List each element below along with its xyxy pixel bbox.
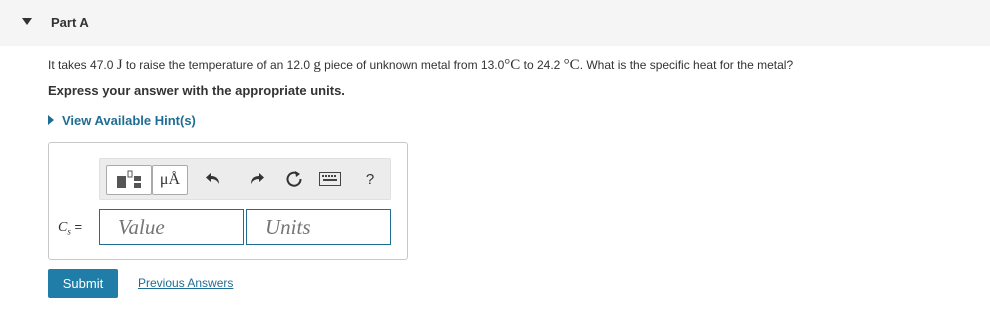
submit-button[interactable]: Submit: [48, 269, 118, 298]
question-text: It takes 47.0 J to raise the temperature of an 12.0 g piece of unknown metal from 13.0°C to 24.2 °C. What is the specific heat for the metal?: [48, 57, 794, 73]
view-hints-link[interactable]: [48, 113, 196, 128]
collapse-caret-icon[interactable]: [22, 18, 32, 25]
answer-box: [48, 142, 408, 260]
math-toolbar: [99, 158, 391, 200]
help-icon: ?: [365, 170, 375, 188]
answer-instruction: Express your answer with the appropriate units.: [48, 83, 345, 98]
redo-button[interactable]: [242, 165, 270, 193]
answer-label: $C_s$ =: [58, 219, 83, 237]
part-title: Part A: [51, 15, 89, 30]
units-input[interactable]: [246, 209, 391, 245]
previous-answers-link[interactable]: Previous Answers: [138, 276, 234, 290]
redo-icon: [247, 170, 265, 188]
templates-icon: [114, 169, 144, 191]
units-button[interactable]: [152, 165, 188, 195]
expand-triangle-icon: [48, 115, 54, 125]
keyboard-icon: [319, 172, 341, 186]
view-hints-label: View Available Hint(s): [62, 113, 196, 128]
value-input[interactable]: [99, 209, 244, 245]
undo-button[interactable]: [200, 165, 228, 193]
part-header[interactable]: [0, 0, 990, 46]
reset-button[interactable]: [280, 165, 308, 193]
templates-button[interactable]: [106, 165, 152, 195]
help-button[interactable]: [356, 165, 384, 193]
keyboard-button[interactable]: [318, 165, 342, 193]
reset-icon: [284, 169, 304, 189]
units-icon: μÅ: [159, 171, 181, 188]
undo-icon: [205, 170, 223, 188]
